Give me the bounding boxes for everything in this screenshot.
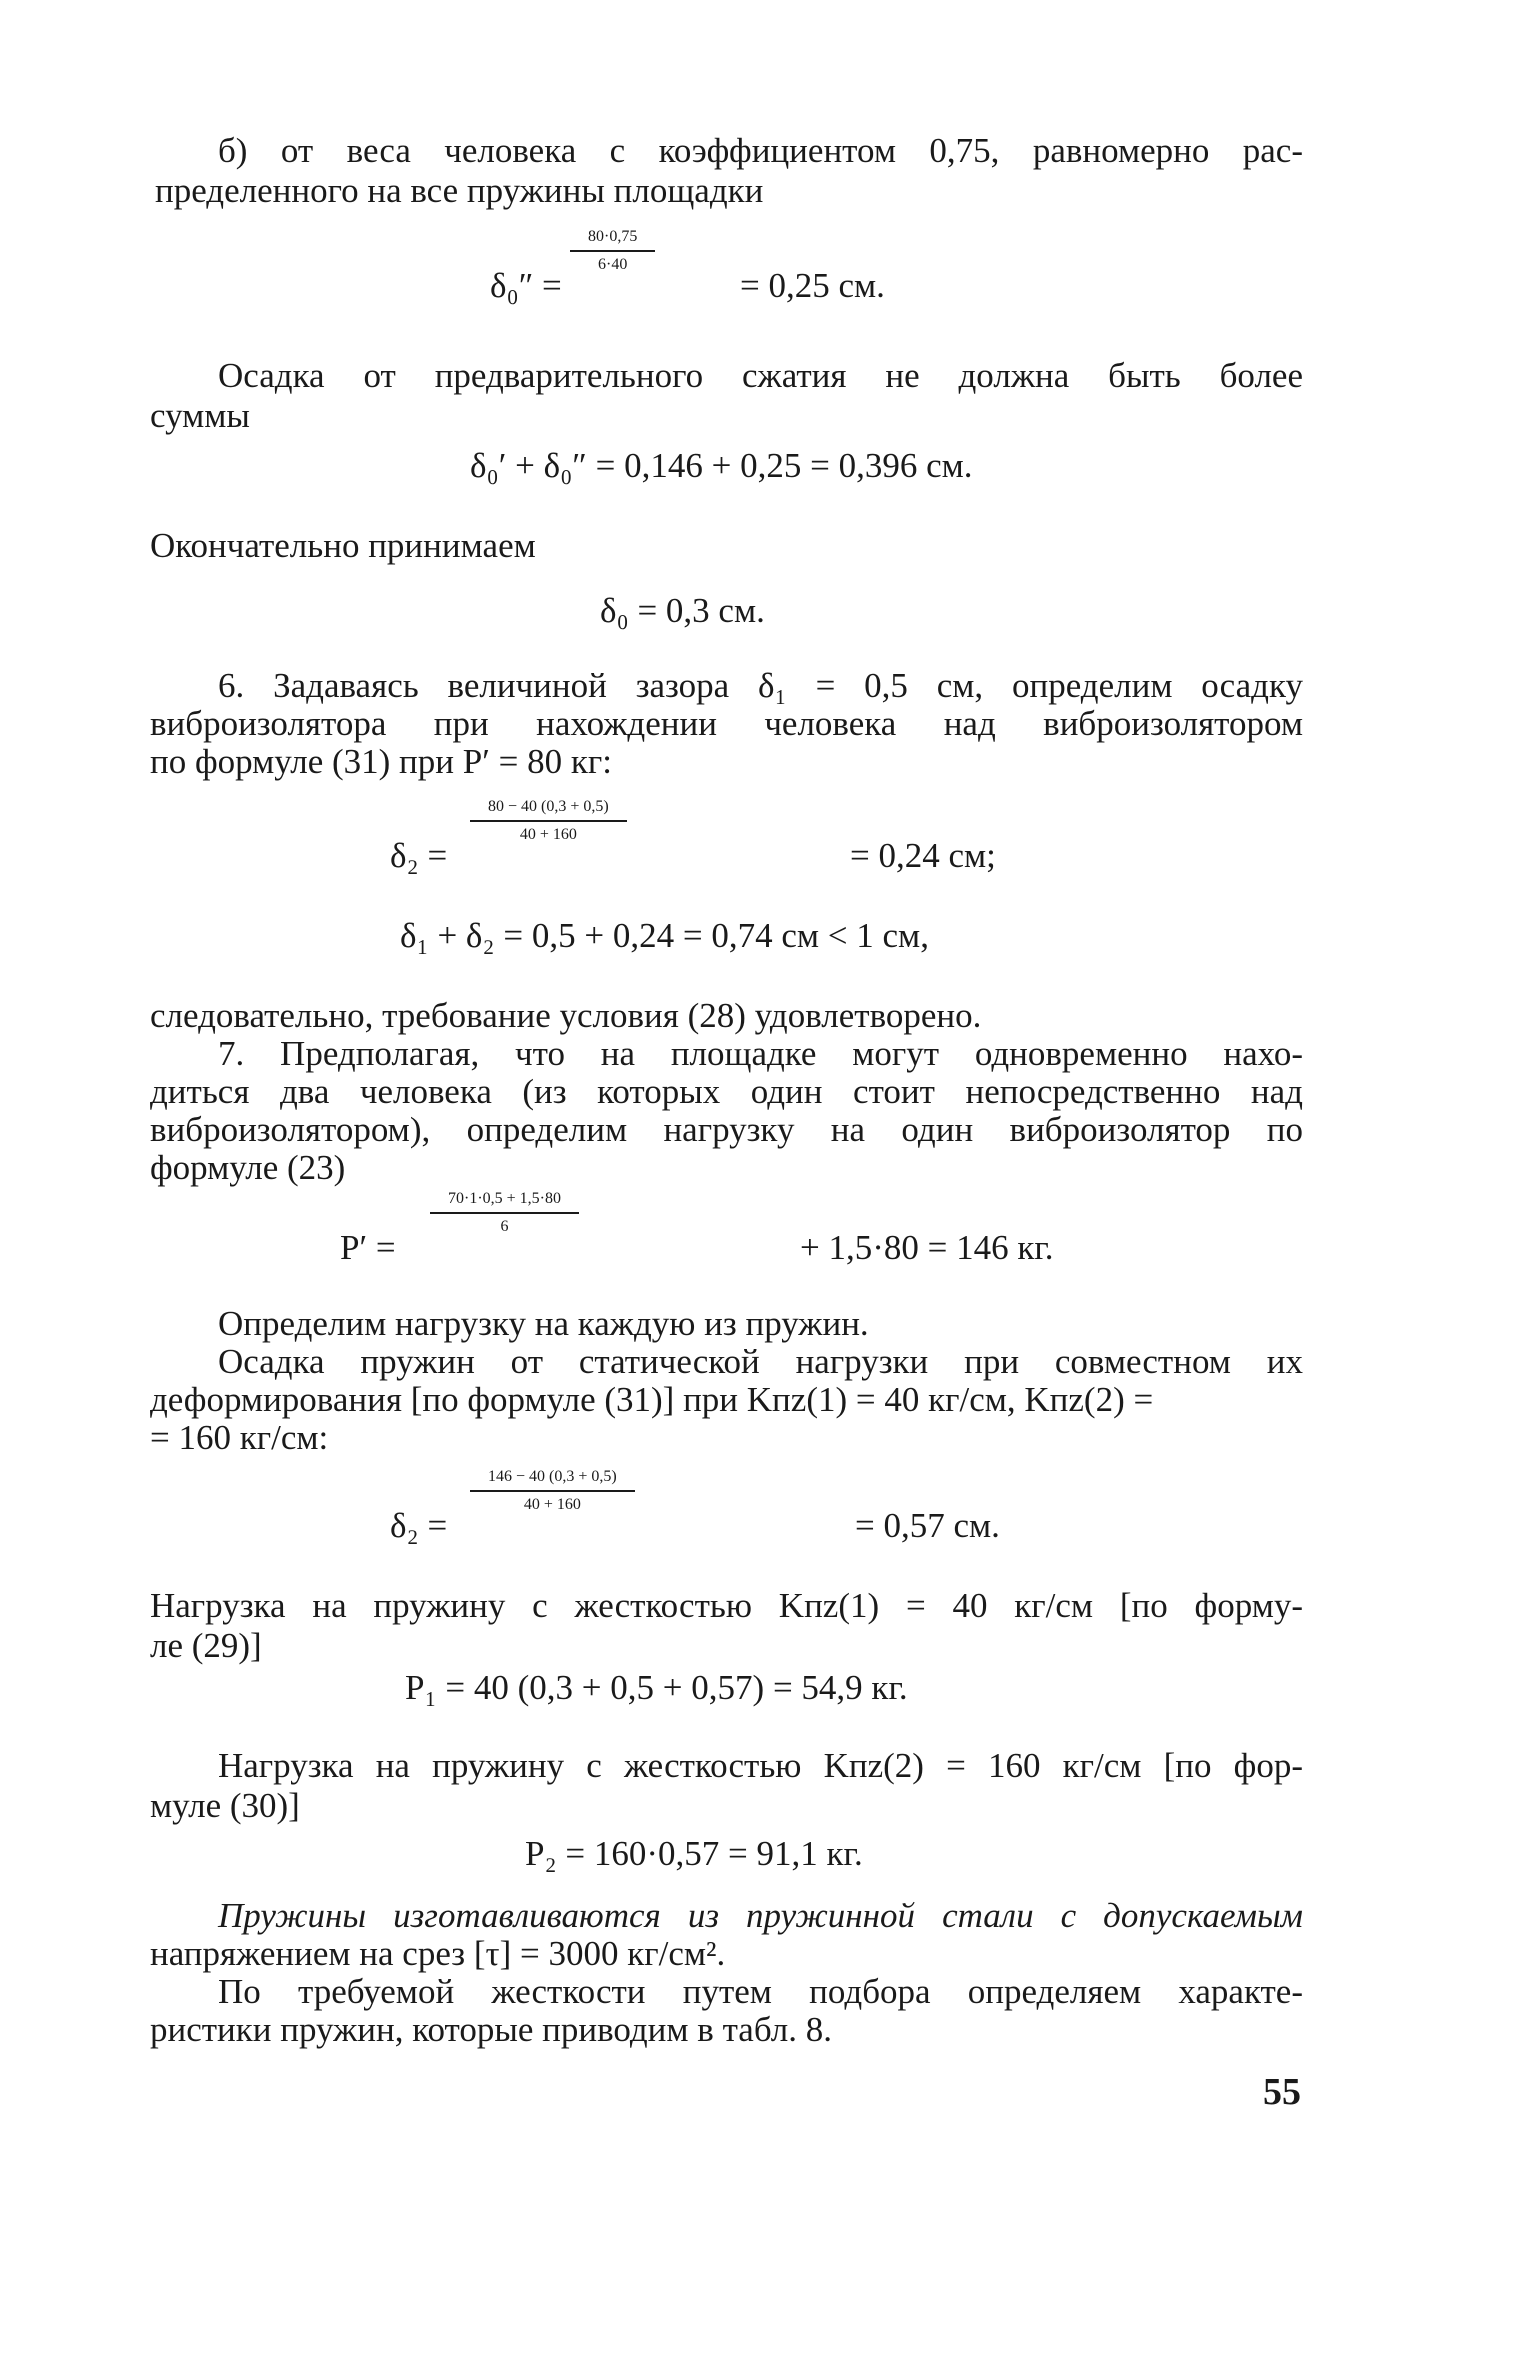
fraction-denominator: 40 + 160 <box>523 1496 581 1513</box>
fraction-denominator: 6·40 <box>598 256 628 273</box>
formula-lhs: δ₂ = <box>390 836 448 875</box>
formula: δ₀ = 0,3 см. <box>600 591 765 630</box>
fraction-numerator: 70·1·0,5 + 1,5·80 <box>430 1190 579 1214</box>
page-number: 55 <box>1263 2071 1301 2113</box>
paragraph-line: по формуле (31) при P′ = 80 кг: <box>150 742 612 781</box>
paragraph-line: 6. Задаваясь величиной зазора δ₁ = 0,5 см, определим осадку <box>218 666 1303 705</box>
paragraph-line: Пружины изготавливаются из пружинной стали с допускаемым <box>218 1896 1303 1935</box>
fraction-numerator: 80·0,75 <box>570 228 655 252</box>
paragraph-line: ле (29)] <box>150 1626 262 1665</box>
paragraph-line: Осадка пружин от статической нагрузки при совместном их <box>218 1342 1303 1381</box>
formula: P₂ = 160·0,57 = 91,1 кг. <box>525 1834 863 1873</box>
formula: δ₁ + δ₂ = 0,5 + 0,24 = 0,74 см < 1 см, <box>400 916 929 955</box>
formula-fraction <box>470 1468 635 1514</box>
paragraph-line: = 160 кг/см: <box>150 1418 329 1457</box>
paragraph-line: напряжением на срез [τ] = 3000 кг/см². <box>150 1934 726 1973</box>
paragraph-line: виброизолятором), определим нагрузку на один виброизолятор по <box>150 1110 1303 1149</box>
paragraph-line: Нагрузка на пружину с жесткостью Kпz(2) = 160 кг/см [по фор- <box>218 1746 1303 1785</box>
formula-rhs: = 0,57 см. <box>855 1506 1000 1545</box>
formula-fraction <box>470 798 627 844</box>
paragraph-line: 7. Предполагая, что на площадке могут одновременно нахо- <box>218 1034 1303 1073</box>
paragraph-line: виброизолятора при нахождении человека над виброизолятором <box>150 704 1303 743</box>
paragraph-line: формуле (23) <box>150 1148 346 1187</box>
paragraph-line: Осадка от предварительного сжатия не должна быть более <box>218 356 1303 395</box>
formula-fraction <box>570 228 655 274</box>
paragraph-line: ристики пружин, которые приводим в табл. 8. <box>150 2010 832 2049</box>
paragraph-line: б) от веса человека с коэффициентом 0,75, равномерно рас- <box>218 131 1303 170</box>
formula-fraction <box>430 1190 579 1236</box>
formula: δ₀′ + δ₀″ = 0,146 + 0,25 = 0,396 см. <box>470 446 973 485</box>
formula-rhs: = 0,25 см. <box>740 266 885 305</box>
fraction-numerator: 80 − 40 (0,3 + 0,5) <box>470 798 627 822</box>
paragraph-line: диться два человека (из которых один стоит непосредственно над <box>150 1072 1303 1111</box>
paragraph-line: суммы <box>150 396 250 435</box>
formula: P₁ = 40 (0,3 + 0,5 + 0,57) = 54,9 кг. <box>405 1668 908 1707</box>
formula-rhs: = 0,24 см; <box>850 836 996 875</box>
paragraph-line: муле (30)] <box>150 1786 300 1825</box>
paragraph-line: следовательно, требование условия (28) удовлетворено. <box>150 996 982 1035</box>
formula-rhs: + 1,5·80 = 146 кг. <box>800 1228 1054 1267</box>
paragraph-line: Определим нагрузку на каждую из пружин. <box>218 1304 869 1343</box>
fraction-denominator: 40 + 160 <box>519 826 577 843</box>
formula-lhs: δ₂ = <box>390 1506 448 1545</box>
formula-lhs: δ₀″ = <box>490 266 562 305</box>
formula-lhs: P′ = <box>340 1228 396 1267</box>
paragraph-line: деформирования [по формуле (31)] при Kпz(1) = 40 кг/см, Kпz(2) = <box>150 1380 1154 1419</box>
paragraph-line: Окончательно принимаем <box>150 526 536 565</box>
paragraph-line: По требуемой жесткости путем подбора определяем характе- <box>218 1972 1303 2011</box>
paragraph-line: пределенного на все пружины площадки <box>155 171 764 210</box>
fraction-denominator: 6 <box>500 1218 509 1235</box>
fraction-numerator: 146 − 40 (0,3 + 0,5) <box>470 1468 635 1492</box>
paragraph-line: Нагрузка на пружину с жесткостью Kпz(1) = 40 кг/см [по форму- <box>150 1586 1303 1625</box>
